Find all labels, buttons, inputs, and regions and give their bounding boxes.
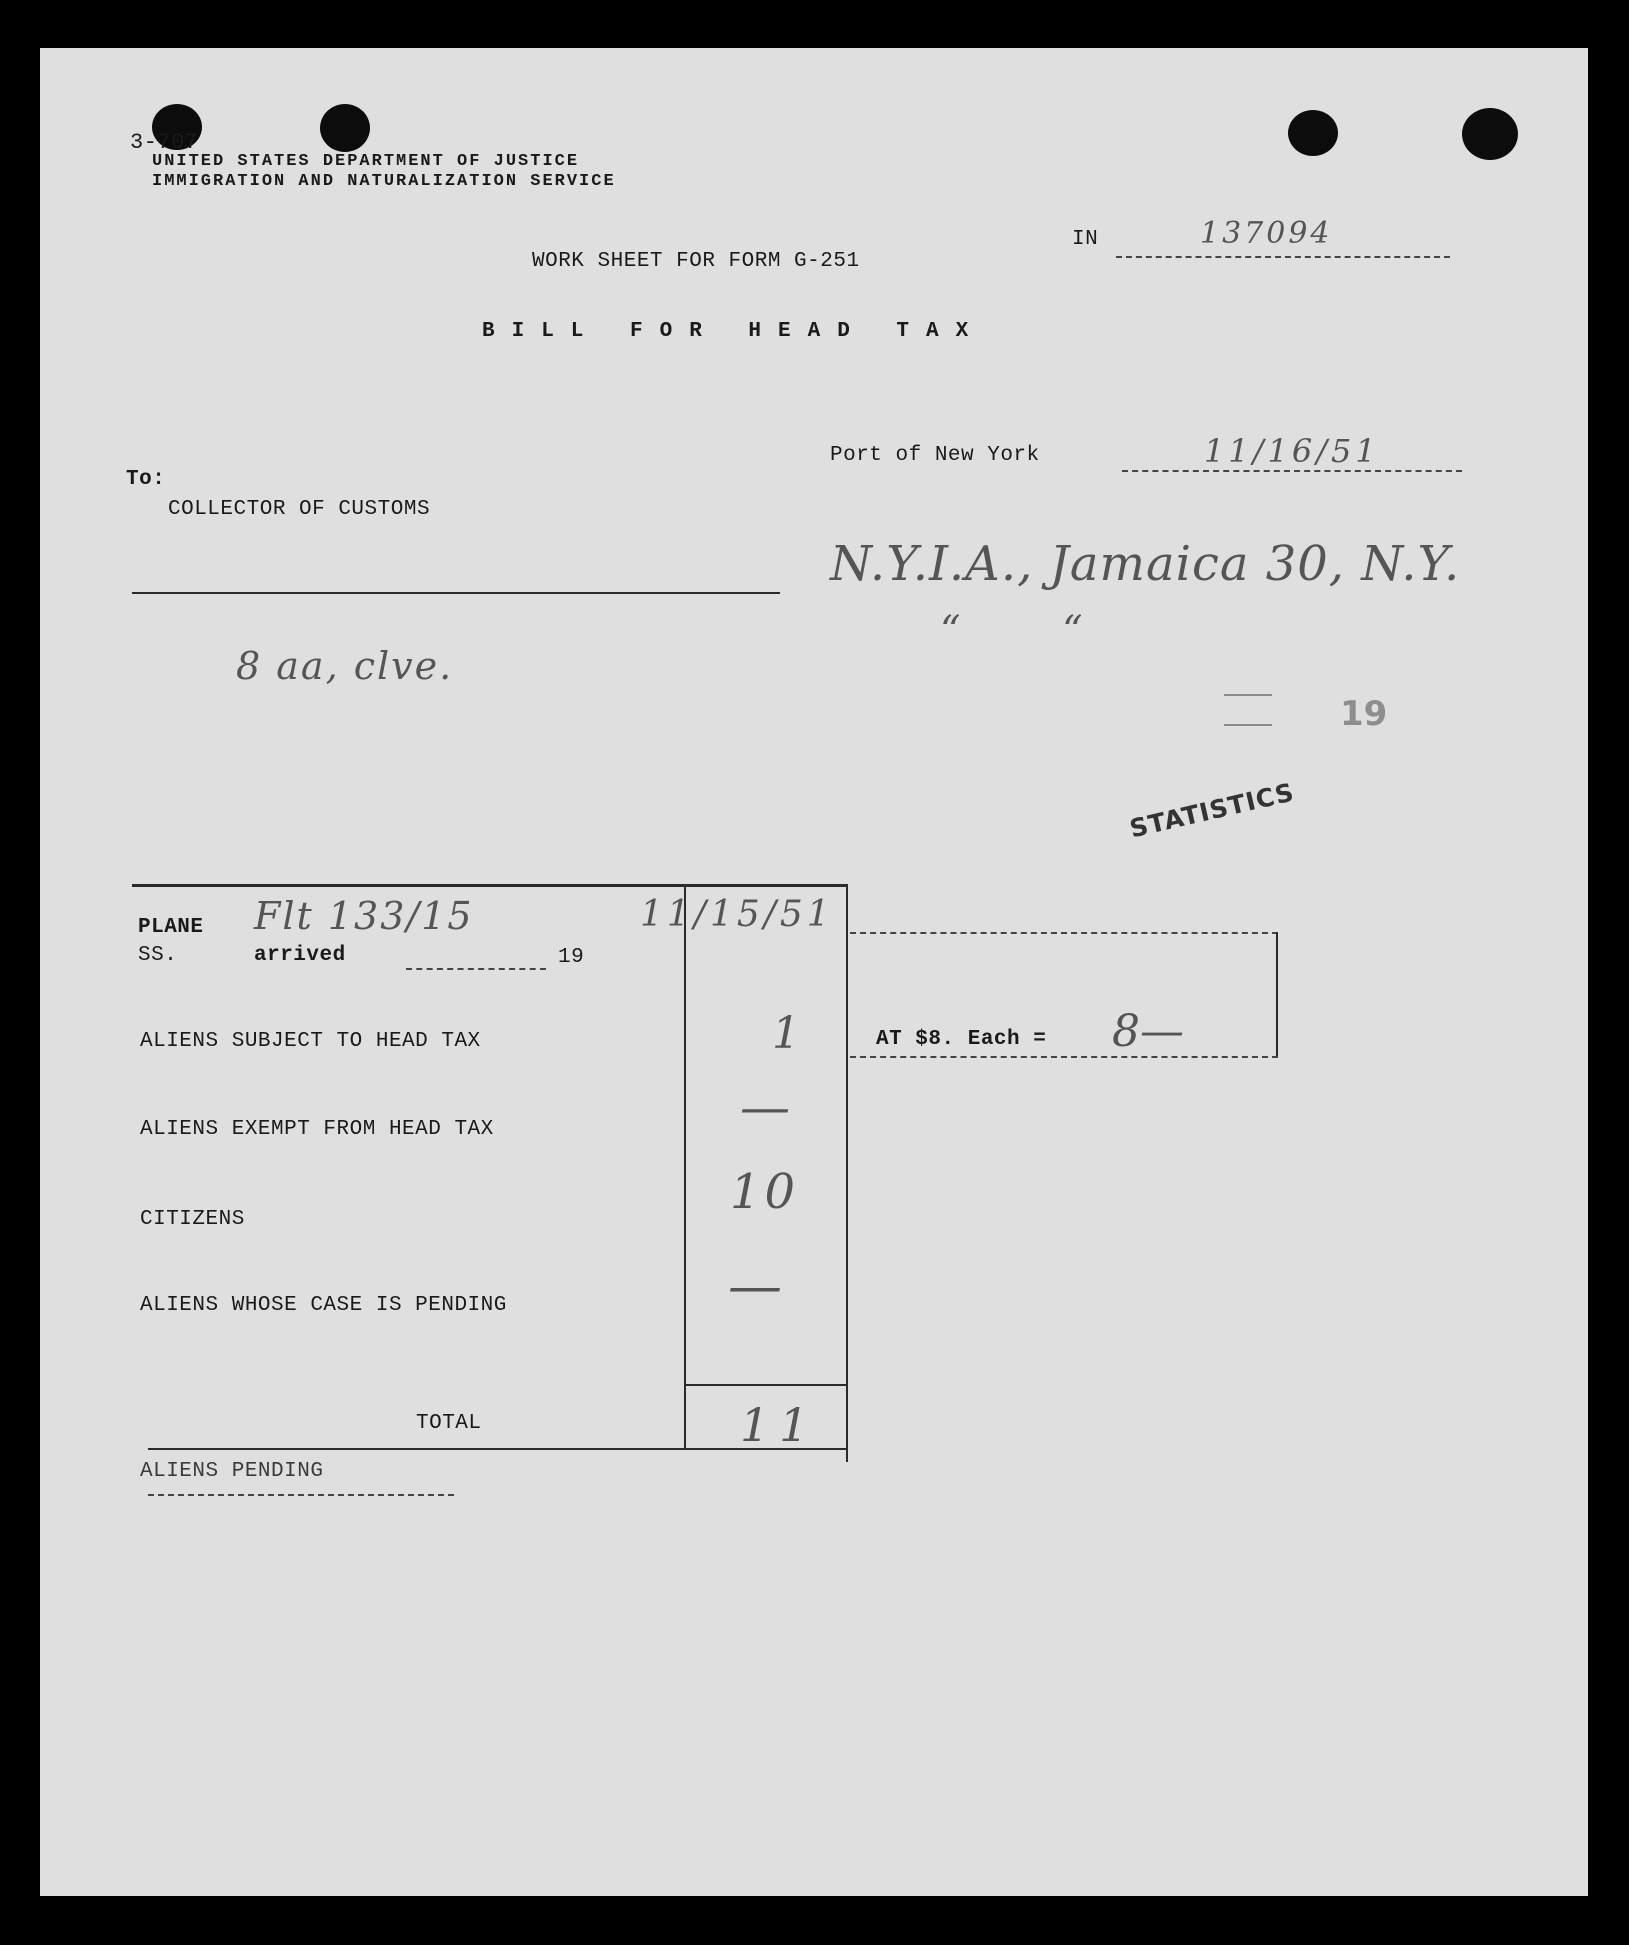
location-handwritten: N.Y.I.A., Jamaica 30, N.Y.	[830, 536, 1461, 592]
arrived-label: arrived	[254, 944, 346, 967]
department-line-1: UNITED STATES DEPARTMENT OF JUSTICE	[152, 152, 580, 171]
aliens-pending-label: ALIENS PENDING	[140, 1460, 324, 1483]
arrival-year-prefix: 19	[558, 946, 585, 969]
port-date: 11/16/51	[1204, 432, 1380, 470]
statistics-stamp: STATISTICS	[1126, 777, 1298, 844]
table-column-divider	[684, 884, 686, 1450]
table-right-edge	[846, 884, 848, 1462]
tax-box-bottom	[850, 1056, 1278, 1058]
in-underline	[1116, 256, 1450, 258]
arrival-underline	[406, 968, 546, 970]
worksheet-title: WORK SHEET FOR FORM G-251	[532, 250, 860, 273]
row-label-exempt: ALIENS EXEMPT FROM HEAD TAX	[140, 1118, 494, 1141]
tax-amount: 8—	[1112, 1006, 1184, 1057]
to-label: To:	[126, 468, 166, 491]
document-sheet	[40, 48, 1588, 1896]
flight-number: Flt 133/15	[254, 894, 474, 938]
tax-box-top	[850, 932, 1278, 934]
form-code: 3-707	[130, 130, 199, 155]
punch-hole	[320, 104, 370, 152]
punch-hole	[1462, 108, 1518, 160]
bill-title: BILL FOR HEAD TAX	[482, 320, 986, 343]
faded-stamp-line	[1224, 724, 1272, 726]
table-top-rule	[132, 884, 848, 887]
port-date-underline	[1122, 470, 1462, 472]
aliens-pending-underline	[148, 1494, 454, 1496]
tax-box-right	[1276, 932, 1278, 1058]
in-number-value: 137094	[1200, 216, 1333, 251]
total-top-rule	[684, 1384, 846, 1386]
port-label: Port of New York	[830, 444, 1040, 467]
faded-stamp-line	[1224, 694, 1272, 696]
collector-label: COLLECTOR OF CUSTOMS	[168, 498, 431, 521]
total-label: TOTAL	[416, 1412, 482, 1435]
in-label: IN	[1072, 228, 1099, 251]
ss-label: SS.	[138, 944, 178, 967]
department-line-2: IMMIGRATION AND NATURALIZATION SERVICE	[152, 172, 616, 191]
faded-stamp-19: 19	[1340, 694, 1388, 734]
total-value: 11	[740, 1398, 819, 1452]
row-value-pending: —	[728, 1254, 782, 1317]
row-value-subject: 1	[772, 1008, 800, 1059]
recipient-underline	[132, 592, 780, 594]
row-label-citizens: CITIZENS	[140, 1208, 245, 1231]
plane-label: PLANE	[138, 916, 204, 939]
tax-rate-label: AT $8. Each =	[876, 1028, 1047, 1051]
arrival-date: 11/15/51	[640, 894, 834, 935]
row-value-citizens: 10	[730, 1164, 800, 1220]
row-label-pending: ALIENS WHOSE CASE IS PENDING	[140, 1294, 507, 1317]
row-value-exempt: —	[740, 1078, 790, 1136]
location-ditto-marks: “ “	[940, 608, 1083, 654]
row-label-subject: ALIENS SUBJECT TO HEAD TAX	[140, 1030, 481, 1053]
recipient-handwritten-note: 8 aa, clve.	[236, 644, 454, 688]
punch-hole	[1288, 110, 1338, 156]
